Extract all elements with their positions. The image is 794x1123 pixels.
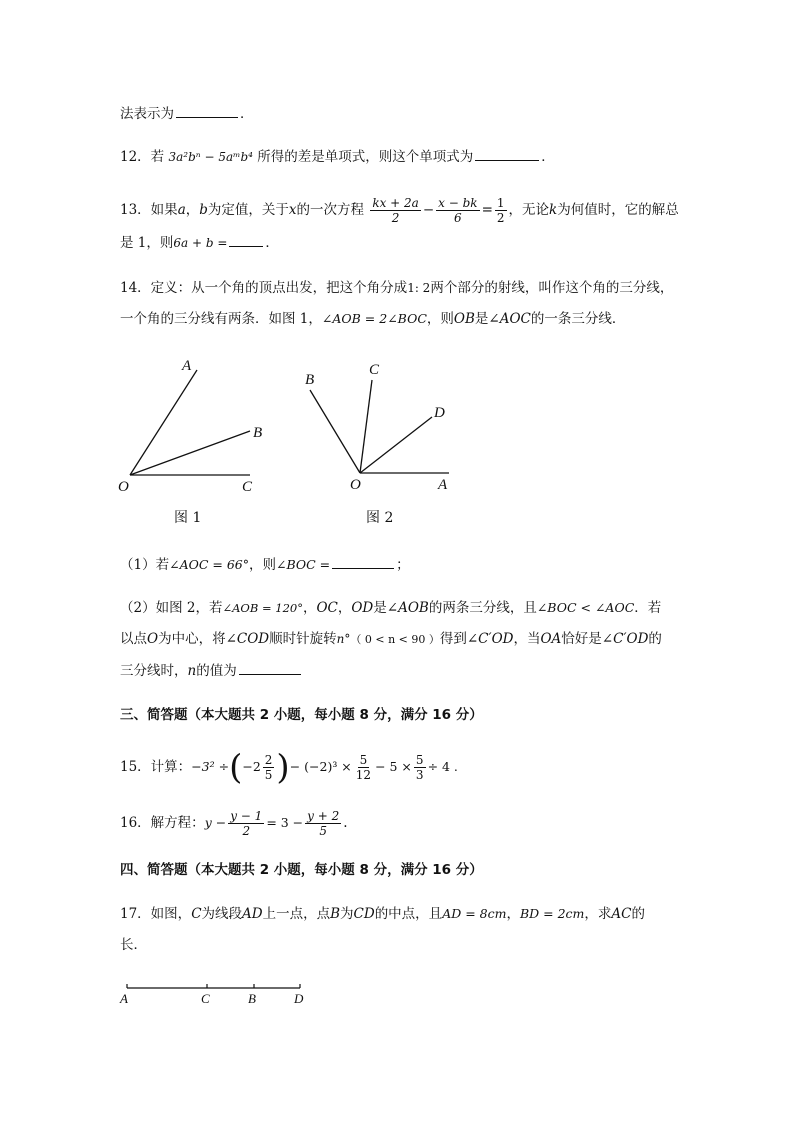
math-var: x [288,202,297,218]
text: （1）若 [120,557,170,573]
text: 的一条三分线． [530,311,626,327]
text: 为中心，将 [158,631,226,647]
math-expr: 6a + b = [173,236,228,250]
denominator: 5 [264,768,273,782]
math-var: AC [611,906,632,922]
answer-blank [332,554,394,569]
label-c: C [201,991,210,1006]
math-var: AD [242,906,263,922]
text: 为定值，关于 [207,202,289,218]
math-expr: ∠BOC < ∠AOC [536,600,635,615]
text: 13．如果 [120,202,178,218]
text: 为线段 [201,906,243,922]
text: ，则 [426,311,454,327]
text: 的两条三分线，且 [428,600,537,616]
math-var: k [549,202,558,218]
math-var: B [330,906,341,922]
fraction [370,196,421,225]
math-var: OC [316,600,338,616]
math-expr: ∠AOC = 66° [169,557,249,572]
math-var: OB [453,311,475,327]
section-4-heading: 四、简答题（本大题共 2 小题，每小题 8 分，满分 16 分） [120,862,483,878]
text: 恰好是 [561,631,602,647]
fraction [305,809,341,838]
question-17-line1 [120,904,645,924]
text: ．若 [634,600,662,616]
math-expr: ∠C′OD [601,631,649,647]
text: ， [302,600,317,616]
fraction [414,753,426,782]
label-a: A [438,477,448,493]
math-expr: ∠BOC = [275,557,331,572]
text: ， [506,906,520,922]
answer-blank [176,103,238,118]
math-var: a [177,202,186,218]
math-expr: ∠AOC [488,311,531,327]
text: 一个角的三分线有两条．如图 1， [120,311,322,327]
text: 的值为 [196,663,237,679]
text: 是 [474,311,489,327]
math-var: OD [351,600,374,616]
question-14-part1: （1）若∠AOC = 66°，则∠BOC = ； [120,554,410,575]
denominator: 12 [355,768,372,782]
section-3-heading: 三、简答题（本大题共 2 小题，每小题 8 分，满分 16 分） [120,707,483,723]
numerator: 2 [264,753,273,767]
text: 16．解方程： [120,815,205,831]
text: 是 [373,600,387,616]
question-13-line2: 是 1，则6a + b = ． [120,232,279,253]
numerator: 5 [415,753,424,767]
text: ， [337,600,352,616]
label-a: A [120,991,128,1006]
math-expr: （ 0 < n < 90 ） [350,633,440,646]
math-expr: ∠AOB = 2∠BOC [321,311,427,326]
paren-open: ( [229,747,243,788]
fraction [495,196,507,225]
text: 的 [648,631,662,647]
label-b: B [248,991,256,1006]
math-var: O [147,631,159,647]
question-14-part2-line2 [120,629,662,650]
text: ，则 [248,557,276,573]
question-12: 12．若 3a²bⁿ − 5aᵐb⁴ 所得的差是单项式，则这个单项式为 ． [120,146,555,167]
label-d: D [434,405,445,421]
question-14-line2 [120,309,625,329]
ray-oc [360,380,372,473]
fraction [354,753,373,782]
answer-blank [239,660,301,675]
math-var: n [187,663,197,679]
math-expr: . [343,815,348,831]
text: 以点 [120,631,147,647]
numerator: kx + 2a [372,196,419,210]
label-a: A [182,358,192,374]
text: 三分线时， [120,663,188,679]
denominator: 2 [496,211,505,225]
text: 法表示为 [120,106,174,122]
text: （2）如图 2，若 [120,600,223,616]
text: ， [185,202,200,218]
math-var: C [191,906,202,922]
denominator: 5 [319,824,328,838]
numerator: 1 [496,196,505,210]
numerator: 5 [359,753,368,767]
math-expr: BD = 2cm [519,906,585,921]
math-expr: = 3 − [266,815,304,830]
text: 是 1，则 [120,235,174,251]
figure-1-diagram [110,350,280,500]
math-expr: −2 [242,759,261,774]
text: ，无论 [508,202,550,218]
question-14-part2-line3 [120,660,303,681]
ray-oa [130,370,197,475]
question-13-line1: 13．如果a，b为定值，关于x的一次方程 $\frac{kx + 2a}{2}$ − $\frac{x - bk}{6}$ = $\frac{1}{2}$ ，无论k为何值时，它的解总 [120,196,679,225]
math-expr: ∠AOB [386,600,429,616]
question-17-line2: 长． [120,937,147,953]
text: 为何值时，它的解总 [557,202,679,218]
math-expr: AD = 8cm [442,906,507,921]
math-expr: ∠C′OD [466,631,514,647]
text: 得到 [439,631,467,647]
line-q11-tail: 法表示为 ． [120,103,254,124]
answer-blank [475,146,539,161]
question-14-part2-line1 [120,598,661,618]
segment-diagram [115,978,315,1008]
label-d: D [294,991,304,1006]
label-b: B [253,425,263,441]
math-expr: 1: 2 [407,281,431,295]
text: 所得的差是单项式，则这个单项式为 [257,149,474,165]
text: 12．若 [120,149,165,165]
text: 的一次方程 [296,202,365,218]
text: 17．如图， [120,906,192,922]
figure-2-caption: 图 2 [366,510,394,526]
math-expr: ∠AOB = 120° [222,601,303,615]
answer-blank [229,232,263,247]
text: 的 [631,906,645,922]
text: 14．定义：从一个角的顶点出发，把这个角分成 [120,280,408,296]
text: 两个部分的射线，叫作这个角的三分线， [430,280,674,296]
ray-od [360,417,432,473]
math-var: OA [540,631,562,647]
math-expr: 3a²bⁿ − 5aᵐb⁴ [168,150,253,164]
question-16 [120,808,348,838]
numerator: y + 2 [307,809,340,823]
math-expr: − 5 × [375,759,412,774]
ray-ob [310,390,360,473]
label-o: O [118,479,129,495]
text: 为 [340,906,354,922]
question-15 [120,747,458,788]
denominator: 2 [242,824,251,838]
numerator: y − 1 [230,809,263,823]
text: ，当 [513,631,541,647]
math-expr: n° [336,632,351,646]
math-expr: ∠COD [225,631,270,647]
text: 顺时针旋转 [269,631,337,647]
denominator: 3 [415,768,424,782]
text: ，求 [584,906,612,922]
figure-1-caption: 图 1 [174,510,202,526]
ray-ob [130,431,250,475]
fraction [436,196,479,225]
paren-close: ) [276,747,290,788]
figure-2-diagram [295,355,465,500]
label-c: C [242,479,253,495]
text: 15．计算： [120,759,192,775]
math-expr: ÷ 4 . [427,759,458,774]
label-b: B [305,372,315,388]
text: 的中点，且 [374,906,443,922]
math-var: CD [353,906,375,922]
denominator: 2 [391,211,400,225]
math-expr: − (−2)³ × [289,759,352,774]
fraction [263,753,275,782]
numerator: x − bk [438,196,478,210]
text: 上一点，点 [262,906,331,922]
denominator: 6 [454,211,462,225]
fraction [228,809,264,838]
question-14-line1 [120,278,673,298]
label-o: O [350,477,361,493]
math-var: b [199,202,208,218]
label-c: C [369,362,380,378]
math-expr: −3² ÷ [191,759,230,774]
math-expr: y − [204,815,227,830]
